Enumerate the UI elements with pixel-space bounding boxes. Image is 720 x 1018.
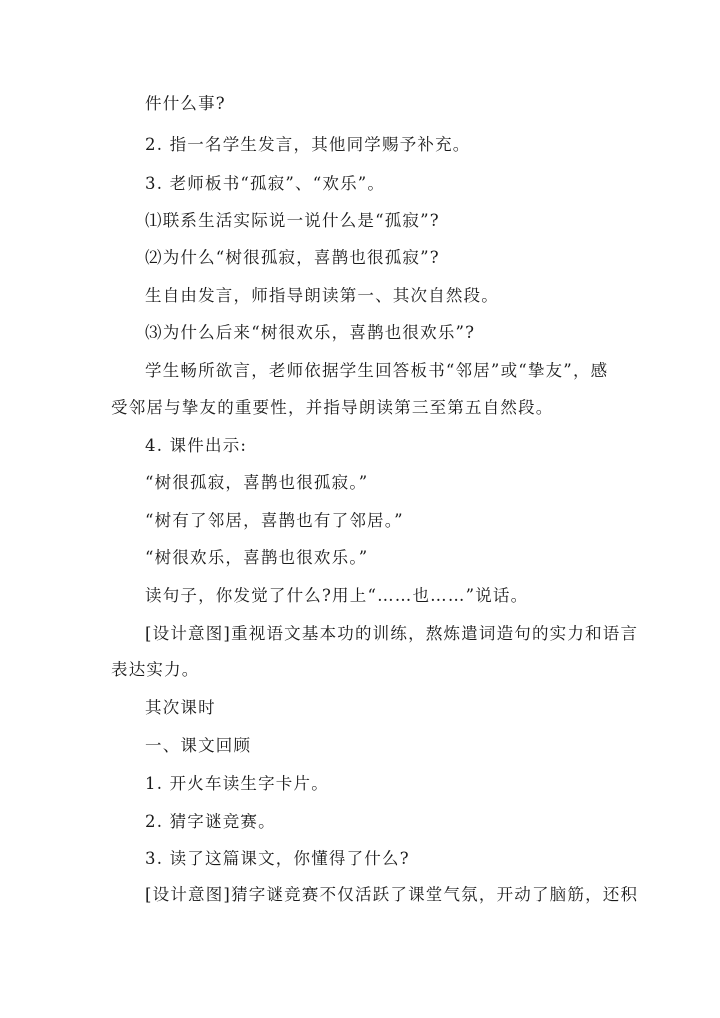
text-line: 学生畅所欲言，老师依据学生回答板书“邻居”或“挚友”，感 [145, 361, 609, 380]
text-line: “树有了邻居，喜鹊也有了邻居。” [145, 511, 404, 530]
text-line: ⑵为什么“树很孤寂，喜鹊也很孤寂”? [145, 248, 440, 267]
text-line: ⑶为什么后来“树很欢乐，喜鹊也很欢乐”? [145, 323, 476, 342]
text-line: 3. 老师板书“孤寂”、“欢乐”。 [145, 174, 386, 193]
text-line: 2. 指一名学生发言，其他同学赐予补充。 [145, 135, 471, 154]
text-line: 4. 课件出示: [145, 436, 248, 455]
text-line: [设计意图]重视语文基本功的训练，熬炼遣词造句的实力和语言 [145, 624, 639, 643]
text-line: 其次课时 [145, 698, 216, 717]
text-line: 受邻居与挚友的重要性，并指导朗读第三至第五自然段。 [111, 398, 554, 417]
text-line: 3. 读了这篇课文，你懂得了什么? [145, 849, 410, 868]
text-line: ⑴联系生活实际说一说什么是“孤寂”? [145, 211, 440, 230]
text-line: 表达实力。 [111, 660, 200, 679]
text-line: 一、课文回顾 [145, 736, 252, 755]
text-line: “树很欢乐，喜鹊也很欢乐。” [145, 548, 369, 567]
text-line: 生自由发言，师指导朗读第一、其次自然段。 [145, 286, 499, 305]
text-line: “树很孤寂，喜鹊也很孤寂。” [145, 473, 369, 492]
text-line: 件什么事? [145, 94, 226, 113]
text-line: 读句子，你发觉了什么?用上“……也……”说话。 [145, 586, 529, 605]
text-line: 2. 猜字谜竞赛。 [145, 812, 276, 831]
text-line: 1. 开火车读生字卡片。 [145, 774, 329, 793]
text-line: [设计意图]猜字谜竞赛不仅活跃了课堂气氛，开动了脑筋，还积 [145, 885, 639, 904]
